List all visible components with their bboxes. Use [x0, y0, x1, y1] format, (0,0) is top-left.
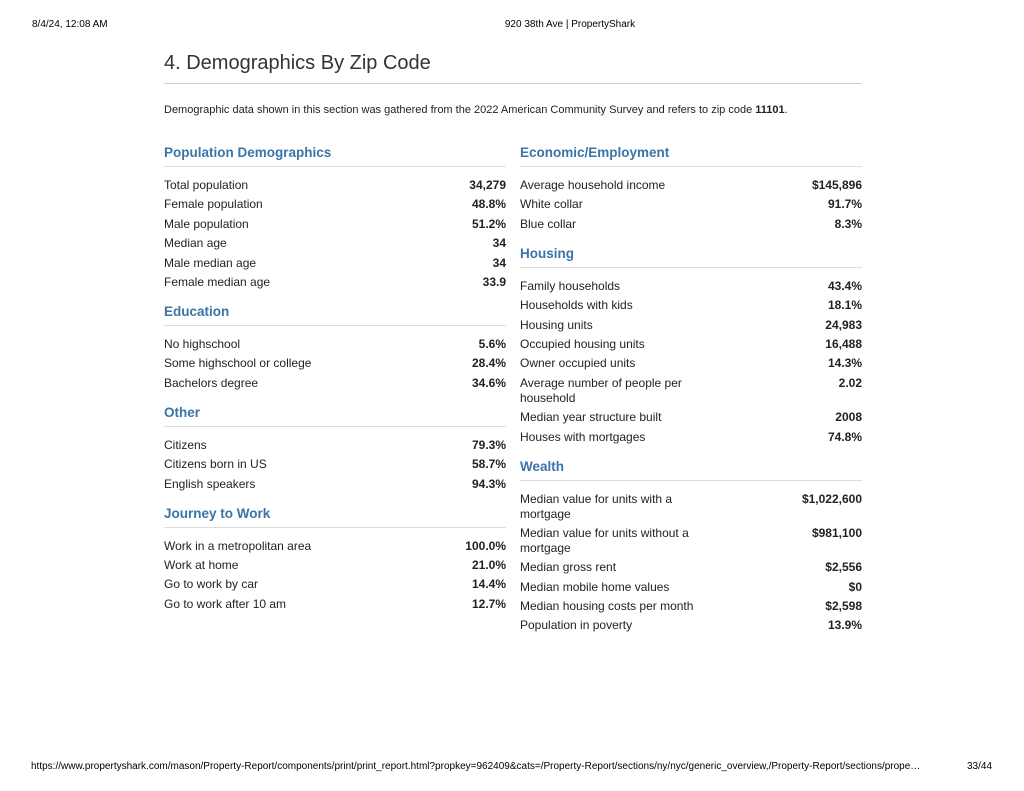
data-row	[164, 275, 506, 290]
row-label: Houses with mortgages	[520, 429, 646, 444]
row-label: Family households	[520, 278, 621, 293]
row-label: Median year structure built	[520, 410, 662, 425]
row-label: Citizens	[164, 437, 207, 452]
print-url: https://www.propertyshark.com/mason/Property-Report/components/print/print_report.html?propkey=962409&cats=/Property-Report/sections/ny/nyc/generic_overview,/Property-Report/sections/prope…	[31, 761, 921, 772]
row-value: 58.7%	[471, 457, 506, 472]
data-row	[520, 197, 862, 212]
row-value: 34,279	[469, 178, 506, 192]
row-label: Median age	[164, 236, 227, 251]
row-label: Work in a metropolitan area	[164, 538, 312, 553]
section-heading: Wealth	[520, 459, 862, 481]
data-row	[164, 256, 506, 271]
intro-body: Demographic data shown in this section was gathered from the 2022 American Community Survey and refers to zip code	[164, 104, 756, 116]
row-value: 79.3%	[471, 437, 506, 452]
row-value: 48.8%	[471, 197, 506, 212]
row-label: Average household income	[520, 178, 666, 192]
section-heading: Economic/Employment	[520, 145, 862, 167]
data-row	[520, 599, 862, 614]
section-title: 4. Demographics By Zip Code	[164, 52, 862, 84]
row-label: No highschool	[164, 336, 241, 351]
intro-zip: 11101	[755, 104, 785, 116]
other-section	[164, 405, 506, 492]
row-label: Total population	[164, 178, 249, 192]
row-value: 33.9	[482, 274, 506, 289]
row-label: Citizens born in US	[164, 457, 267, 472]
intro-end: .	[784, 104, 788, 116]
data-row	[520, 492, 862, 522]
row-label: Population in poverty	[520, 618, 633, 633]
row-value: 5.6%	[478, 336, 506, 351]
data-row	[520, 376, 862, 406]
data-row	[164, 178, 506, 193]
data-row	[164, 539, 506, 554]
economic-employment-section	[520, 145, 862, 232]
row-label: Female population	[164, 197, 263, 212]
data-row	[164, 356, 506, 371]
row-label: Go to work after 10 am	[164, 596, 287, 611]
data-row	[164, 457, 506, 472]
data-row	[520, 618, 862, 633]
row-value: $145,896	[811, 178, 862, 192]
data-row	[520, 560, 862, 575]
row-value: $981,100	[811, 525, 862, 540]
data-row	[520, 217, 862, 232]
row-label: Housing units	[520, 317, 593, 332]
data-row	[164, 597, 506, 612]
row-value: 43.4%	[827, 278, 862, 293]
row-label: Median gross rent	[520, 560, 617, 575]
data-row	[164, 337, 506, 352]
row-label: Average number of people per household	[520, 375, 682, 405]
data-row	[164, 236, 506, 251]
row-value: 74.8%	[827, 429, 862, 444]
row-label: Male population	[164, 216, 249, 231]
population-demographics-section	[164, 145, 506, 290]
row-label: Female median age	[164, 274, 271, 289]
row-value: 14.4%	[471, 577, 506, 592]
row-label: Median value for units without a mortgage	[520, 525, 689, 555]
left-column	[164, 145, 506, 626]
row-value: 91.7%	[827, 197, 862, 212]
data-row	[520, 526, 862, 556]
data-row	[164, 477, 506, 492]
row-value: 2008	[835, 410, 862, 425]
data-row	[520, 430, 862, 445]
print-page-title: 920 38th Ave | PropertyShark	[504, 19, 636, 30]
right-column	[520, 145, 862, 647]
row-value: 94.3%	[471, 476, 506, 491]
data-row	[164, 577, 506, 592]
page-number: 33/44	[967, 761, 993, 772]
row-label: Bachelors degree	[164, 375, 259, 390]
data-row	[164, 438, 506, 453]
row-label: Occupied housing units	[520, 336, 645, 351]
intro-text	[164, 104, 862, 116]
row-label: Blue collar	[520, 216, 577, 231]
row-label: Go to work by car	[164, 577, 259, 592]
housing-section	[520, 246, 862, 445]
row-label: Male median age	[164, 255, 257, 270]
row-value: 2.02	[838, 375, 862, 390]
row-label: Some highschool or college	[164, 356, 312, 371]
journey-to-work-section	[164, 506, 506, 612]
section-heading: Population Demographics	[164, 145, 506, 167]
row-label: Median value for units with a mortgage	[520, 491, 673, 521]
row-label: Median mobile home values	[520, 579, 670, 594]
data-row	[164, 558, 506, 573]
section-heading: Education	[164, 304, 506, 326]
data-row	[520, 298, 862, 313]
data-row	[164, 197, 506, 212]
row-value: 24,983	[825, 317, 862, 332]
section-heading: Other	[164, 405, 506, 427]
row-value: 51.2%	[471, 216, 506, 231]
row-value: 8.3%	[834, 216, 862, 231]
data-row	[164, 376, 506, 391]
data-row	[164, 217, 506, 232]
data-row	[520, 318, 862, 333]
row-value: $2,556	[825, 560, 862, 575]
wealth-section	[520, 459, 862, 634]
data-row	[520, 580, 862, 595]
row-value: 13.9%	[827, 618, 862, 633]
data-row	[520, 279, 862, 294]
row-label: Median housing costs per month	[520, 599, 694, 614]
row-value: 28.4%	[471, 356, 506, 371]
row-value: $1,022,600	[801, 491, 862, 506]
row-value: 100.0%	[465, 538, 506, 553]
row-value: $2,598	[825, 599, 862, 614]
row-label: Work at home	[164, 557, 239, 572]
row-label: White collar	[520, 197, 583, 212]
row-label: Households with kids	[520, 298, 633, 313]
row-value: 12.7%	[471, 596, 506, 611]
row-value: 14.3%	[827, 356, 862, 371]
row-value: 34	[492, 236, 506, 251]
data-row	[520, 178, 862, 193]
data-row	[520, 356, 862, 371]
row-label: English speakers	[164, 476, 256, 491]
section-heading: Journey to Work	[164, 506, 506, 528]
education-section	[164, 304, 506, 391]
section-heading: Housing	[520, 246, 862, 268]
row-value: 18.1%	[827, 298, 862, 313]
row-value: 21.0%	[471, 557, 506, 572]
data-row	[520, 410, 862, 425]
print-datetime: 8/4/24, 12:08 AM	[32, 19, 108, 30]
row-value: $0	[848, 579, 862, 594]
row-value: 34	[492, 255, 506, 270]
row-value: 16,488	[825, 336, 862, 351]
report-section	[164, 52, 862, 633]
row-value: 34.6%	[471, 375, 506, 390]
data-row	[520, 337, 862, 352]
row-label: Owner occupied units	[520, 356, 636, 371]
